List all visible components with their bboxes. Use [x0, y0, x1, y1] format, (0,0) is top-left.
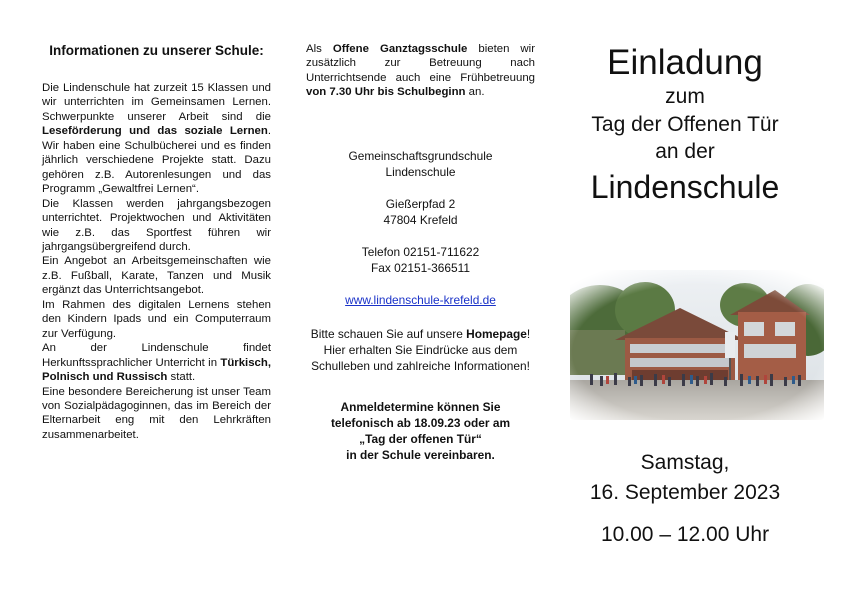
- school-name: Lindenschule: [385, 164, 456, 179]
- ogs-text: Als: [306, 43, 333, 55]
- info-text: Die Lindenschule hat zurzeit 15 Klassen und wir unterrichten im Gemeinsamen Lernen. Schwerpunkte unserer Arbeit sind die: [42, 82, 271, 123]
- registration-line: in der Schule vereinbaren.: [346, 447, 495, 462]
- event-date: 16. September 2023: [589, 481, 781, 504]
- event-date-block: [565, 450, 805, 548]
- school-address: [306, 148, 535, 308]
- fax: Fax 02151-366511: [371, 260, 470, 275]
- homepage-text-bold: Homepage: [466, 326, 527, 341]
- info-heading: Informationen zu unserer Schule:: [49, 43, 264, 58]
- city: 47804 Krefeld: [383, 212, 458, 227]
- invitation-school-name: Lindenschule: [590, 168, 780, 205]
- info-text-bold: Leseförderung und das soziale Lernen: [42, 125, 268, 138]
- registration-line: Anmeldetermine können Sie: [340, 399, 501, 414]
- info-paragraph-languages: [42, 341, 271, 384]
- school-photo: [570, 270, 824, 420]
- info-paragraph-ags: Ein Angebot an Arbeitsgemeinschaften wie z.B. Fußball, Karate, Tanzen und Musik ergänzt das Unterrichtsangebot.: [42, 255, 271, 297]
- info-text: An der Lindenschule findet Herkunftssprachlicher Unterricht in: [42, 342, 271, 369]
- contact-column: [306, 0, 535, 463]
- info-text-bold: Türkisch, Polnisch und Russisch: [42, 356, 271, 384]
- phone: Telefon 02151-711622: [361, 244, 480, 259]
- info-column: [42, 0, 271, 442]
- registration-note: [306, 399, 535, 463]
- ogs-text-bold: Offene Ganztagsschule: [332, 43, 468, 55]
- info-body: [42, 81, 271, 442]
- event-weekday: Samstag,: [640, 451, 730, 474]
- info-paragraph-classes: Die Klassen werden jahrgangsbezogen unterrichtet. Projektwochen und Aktivitäten wie z.B. das Sportfest führen wir jahrgangsübergreifend durch.: [42, 197, 271, 253]
- homepage-text: ! Hier erhalten Sie Eindrücke aus dem Schulleben und zahlreiche Informationen!: [311, 326, 531, 373]
- ogs-text: an.: [465, 86, 485, 99]
- invitation-subtitle-an-der: an der: [655, 140, 715, 163]
- invitation-title: Einladung: [607, 43, 763, 82]
- info-text: . Wir haben eine Schulbücherei und es finden jährlich verschiedene Projekte statt. Dazu gehören z.B. Autorenlesungen und das Programm „Gewaltfrei Lernen“.: [42, 125, 271, 196]
- invitation-subtitle-event: Tag der Offenen Tür: [591, 112, 779, 136]
- invitation-column: [565, 0, 805, 206]
- ogs-text-bold: von 7.30 Uhr bis Schulbeginn: [306, 86, 466, 99]
- homepage-note: [306, 326, 535, 374]
- info-text: statt.: [167, 371, 196, 384]
- info-paragraph-team: Eine besondere Bereicherung ist unser Team von Sozialpädagoginnen, das im Bereich der Elternarbeit eng mit den Lehrkräften zusammenarbeitet.: [42, 385, 271, 441]
- ogs-text: bieten wir zusätzlich zur Betreuung nach Unterrichtsende auch eine Frühbetreuung: [306, 43, 535, 84]
- info-paragraph-focus: [42, 81, 271, 197]
- info-paragraph-digital: Im Rahmen des digitalen Lernens stehen den Kindern Ipads und ein Computerraum zur Verfügung.: [42, 298, 271, 340]
- registration-line: „Tag der offenen Tür“: [359, 431, 482, 446]
- ogs-paragraph: [306, 42, 535, 100]
- homepage-text: Bitte schauen Sie auf unsere: [310, 326, 467, 341]
- event-time: 10.00 – 12.00 Uhr: [600, 523, 770, 546]
- registration-line: telefonisch ab 18.09.23 oder am: [330, 415, 511, 430]
- school-type: Gemeinschaftsgrundschule: [348, 148, 493, 163]
- invitation-subtitle-zum: zum: [665, 85, 705, 108]
- street: Gießerpfad 2: [385, 196, 456, 211]
- website-link[interactable]: www.lindenschule-krefeld.de: [345, 292, 496, 307]
